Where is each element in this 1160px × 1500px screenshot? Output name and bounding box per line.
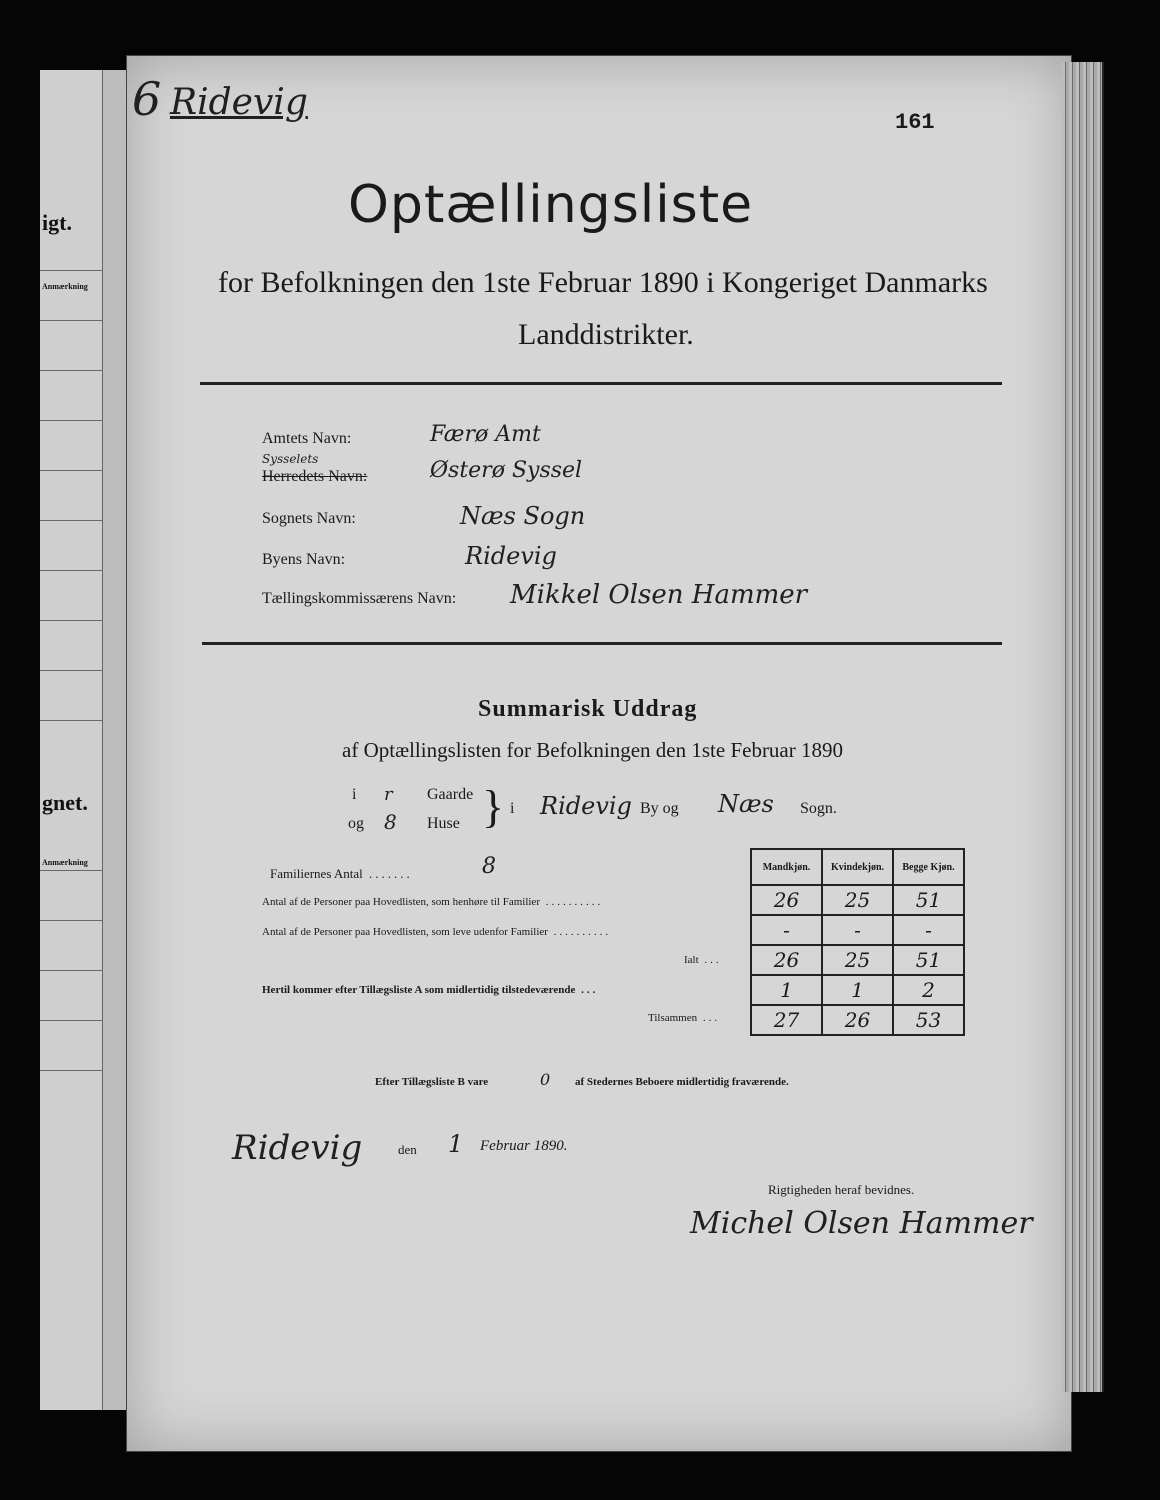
- document-subtitle-line1: for Befolkningen den 1ste Februar 1890 i Kongeriget Danmarks: [218, 266, 988, 299]
- table-cell: 2: [893, 975, 964, 1005]
- table-row: [751, 885, 964, 915]
- field-value-by: Ridevig: [465, 542, 557, 570]
- summary-table-header: [751, 849, 964, 885]
- table-cell: 51: [893, 885, 964, 915]
- fields-rule: [202, 642, 1002, 645]
- field-label-herred: Herredets Navn:: [262, 468, 368, 485]
- summary-subtitle: af Optællingslisten for Befolkningen den 1ste Februar 1890: [342, 738, 843, 762]
- left-rule: [40, 620, 102, 621]
- left-label-mid: gnet.: [42, 790, 88, 815]
- header-kvindekjoen: Kvindekjøn.: [822, 849, 893, 885]
- table-cell: 25: [822, 945, 893, 975]
- page-number: 161: [895, 110, 935, 135]
- left-rule: [40, 720, 102, 721]
- header-mandkjoen: Mandkjøn.: [751, 849, 822, 885]
- left-page-edge: [40, 70, 133, 1410]
- table-cell: 27: [751, 1005, 822, 1035]
- field-value-herred: Østerø Syssel: [430, 458, 583, 483]
- field-label-correction: Sysselets: [262, 452, 319, 466]
- table-cell: 1: [822, 975, 893, 1005]
- field-label-kommissaer: Tællingskommissærens Navn:: [262, 590, 457, 607]
- huse-prefix: og: [348, 815, 364, 832]
- left-label-top: igt.: [42, 210, 72, 235]
- book-page-edges: [1062, 62, 1104, 1392]
- footer-den-label: den: [398, 1142, 417, 1157]
- table-row: [751, 975, 964, 1005]
- header-rule: [200, 382, 1002, 385]
- table-cell: 53: [893, 1005, 964, 1035]
- attest-text: Rigtigheden heraf bevidnes.: [768, 1182, 915, 1197]
- sogn-value: Næs: [718, 790, 774, 818]
- place-handwritten: Ridevig: [170, 82, 308, 123]
- footer-day: 1: [448, 1130, 464, 1158]
- document-title: Optællingsliste: [348, 175, 754, 235]
- row-label-udenfor: Antal af de Personer paa Hovedlisten, som leve udenfor Familier ..........: [262, 926, 612, 938]
- huse-count: 8: [384, 810, 397, 834]
- field-value-kommissaer: Mikkel Olsen Hammer: [510, 580, 808, 610]
- left-rule: [40, 570, 102, 571]
- i-label: i: [510, 800, 515, 817]
- left-rule: [40, 420, 102, 421]
- table-row: [751, 945, 964, 975]
- huse-label: Huse: [427, 815, 460, 832]
- left-rule: [40, 1070, 102, 1071]
- table-cell: 51: [893, 945, 964, 975]
- field-value-sogn: Næs Sogn: [460, 502, 586, 530]
- left-rule: [40, 670, 102, 671]
- row-label-tilsammen: Tilsammen ...: [648, 1012, 721, 1024]
- left-rule: [40, 320, 102, 321]
- table-cell: 26: [751, 885, 822, 915]
- summary-title: Summarisk Uddrag: [478, 696, 698, 722]
- by-label: By og: [640, 800, 679, 817]
- footer-place: Ridevig: [232, 1128, 363, 1168]
- table-row: [751, 1005, 964, 1035]
- table-cell: -: [893, 915, 964, 945]
- sogn-label: Sogn.: [800, 800, 837, 817]
- left-rule: [40, 920, 102, 921]
- left-label-anmaerkning: Anmærkning: [42, 282, 88, 291]
- table-cell: 25: [822, 885, 893, 915]
- brace-glyph: }: [482, 781, 505, 832]
- tillaeg-b-suffix: af Stedernes Beboere midlertidig fraværende.: [575, 1076, 789, 1088]
- table-cell: 26: [751, 945, 822, 975]
- row-label-tillaeg-a: Hertil kommer efter Tillægsliste A som midlertidig tilstedeværende ...: [262, 984, 599, 996]
- families-value: 8: [482, 854, 496, 879]
- gaarde-label: Gaarde: [427, 786, 474, 803]
- row-label-ialt: Ialt ...: [684, 954, 722, 966]
- left-rule: [40, 370, 102, 371]
- summary-table: [750, 848, 965, 1036]
- table-row: [751, 915, 964, 945]
- document-subtitle-line2: Landdistrikter.: [518, 318, 694, 351]
- table-cell: -: [751, 915, 822, 945]
- by-value: Ridevig: [540, 792, 632, 820]
- field-label-by: Byens Navn:: [262, 551, 346, 568]
- gaarde-count: r: [384, 784, 393, 805]
- tillaeg-b-prefix: Efter Tillægsliste B vare: [375, 1076, 489, 1088]
- field-label-sogn: Sognets Navn:: [262, 510, 356, 527]
- table-cell: 1: [751, 975, 822, 1005]
- stamp-number: 6: [132, 72, 162, 126]
- header-begge-kjoen: Begge Kjøn.: [893, 849, 964, 885]
- left-rule: [40, 870, 102, 871]
- footer-month-year: Februar 1890.: [480, 1138, 568, 1154]
- left-rule: [40, 470, 102, 471]
- left-label-anmaerkning: Anmærkning: [42, 858, 88, 867]
- table-cell: 26: [822, 1005, 893, 1035]
- table-cell: -: [822, 915, 893, 945]
- field-label-amt: Amtets Navn:: [262, 430, 352, 447]
- left-rule: [40, 970, 102, 971]
- field-value-amt: Færø Amt: [430, 422, 541, 447]
- families-label: Familiernes Antal .......: [270, 866, 413, 881]
- left-rule: [40, 520, 102, 521]
- left-page-strip: [40, 70, 103, 1410]
- signature: Michel Olsen Hammer: [690, 1206, 1033, 1241]
- tillaeg-b-value: 0: [540, 1070, 551, 1089]
- left-rule: [40, 1020, 102, 1021]
- row-label-familier: Antal af de Personer paa Hovedlisten, som henhøre til Familier ..........: [262, 896, 604, 908]
- left-rule: [40, 270, 102, 271]
- gaarde-prefix: i: [352, 786, 357, 803]
